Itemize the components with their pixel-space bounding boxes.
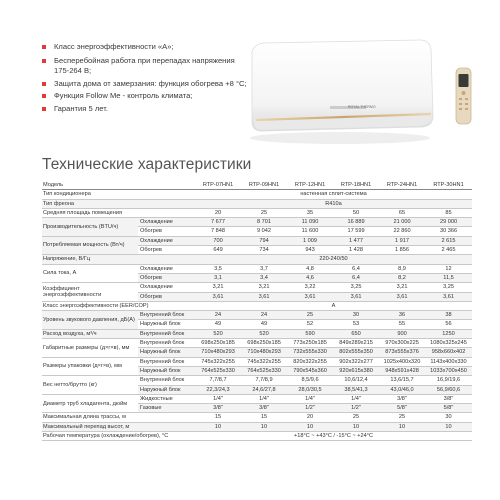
value-cell: 21 000 xyxy=(379,218,425,227)
row-sublabel: Охлаждение xyxy=(138,218,195,227)
value-cell: 11 090 xyxy=(287,218,333,227)
table-row xyxy=(42,432,472,441)
value-cell: 7 848 xyxy=(195,227,241,236)
value-cell: 53 xyxy=(333,320,379,329)
value-cell: 1 477 xyxy=(333,236,379,245)
table-row xyxy=(42,283,472,292)
value-cell: 3,61 xyxy=(333,292,379,301)
row-label: Расход воздуха, м³/ч xyxy=(42,329,138,338)
header-cell-model-name: RTP-30HN1 xyxy=(425,181,472,190)
feature-item: Бесперебойная работа при перепадах напряжения 175-264 В; xyxy=(42,56,247,76)
value-cell: 10 xyxy=(333,422,379,431)
value-cell: 9 042 xyxy=(241,227,287,236)
value-cell: 3/8" xyxy=(379,394,425,403)
value-cell: 3,25 xyxy=(333,283,379,292)
row-label: Производительность (BTU/ч) xyxy=(42,218,138,237)
value-cell: 970х300х225 xyxy=(379,339,425,348)
value-cell: 1/4" xyxy=(333,394,379,403)
row-sublabel: Обогрев xyxy=(138,246,195,255)
value-cell: 745х322х255 xyxy=(195,357,241,366)
value-cell: 849х289х215 xyxy=(333,339,379,348)
value-cell: 38 xyxy=(425,311,472,320)
value-cell: 10 xyxy=(379,422,425,431)
header-cell-model-name: RTP-07HN1 xyxy=(195,181,241,190)
bullet-square-icon xyxy=(42,94,46,98)
bullet-square-icon xyxy=(42,59,46,63)
value-cell: 13,6/15,7 xyxy=(379,376,425,385)
row-label: Тип фреона xyxy=(42,199,195,208)
row-label: Рабочая температура (охлаждение/обогрев), °С xyxy=(42,432,195,441)
remote-control-icon xyxy=(456,68,471,124)
value-cell: 732х555х330 xyxy=(287,348,333,357)
value-cell: 22 860 xyxy=(379,227,425,236)
value-cell: 3/8" xyxy=(425,394,472,403)
brand-logo: ROYAL THERMO xyxy=(348,105,376,109)
feature-item: Гарантия 5 лет. xyxy=(42,104,247,114)
value-cell: 3,25 xyxy=(425,283,472,292)
value-cell: 3,61 xyxy=(425,292,472,301)
value-cell: 710х480х293 xyxy=(195,348,241,357)
value-cell: 1 856 xyxy=(379,246,425,255)
spanning-value-cell: 220-240/50 xyxy=(195,255,472,264)
value-cell: 22,3/24,3 xyxy=(195,385,241,394)
row-label: Сила тока, А xyxy=(42,264,138,283)
row-sublabel: Наружный блок xyxy=(138,320,195,329)
value-cell: 85 xyxy=(425,208,472,217)
value-cell: 773х250х185 xyxy=(287,339,333,348)
value-cell: 30 xyxy=(333,311,379,320)
row-label: Максимальная длина трассы, м xyxy=(42,413,195,422)
value-cell: 52 xyxy=(287,320,333,329)
table-row xyxy=(42,218,472,227)
value-cell: 4,8 xyxy=(287,264,333,273)
row-sublabel: Охлаждение xyxy=(138,236,195,245)
value-cell: 4,6 xyxy=(287,273,333,282)
value-cell: 24 xyxy=(195,311,241,320)
feature-item: Класс энергоэффективности «А»; xyxy=(42,42,247,52)
value-cell: 7 677 xyxy=(195,218,241,227)
value-cell: 1250 xyxy=(425,329,472,338)
row-sublabel: Внутренний блок xyxy=(138,357,195,366)
value-cell: 1/2" xyxy=(333,404,379,413)
value-cell: 8,5/9,6 xyxy=(287,376,333,385)
value-cell: 15 xyxy=(241,413,287,422)
value-cell: 698х250х185 xyxy=(241,339,287,348)
spanning-value-cell: A xyxy=(195,301,472,310)
value-cell: 11 600 xyxy=(287,227,333,236)
value-cell: 3,21 xyxy=(195,283,241,292)
value-cell: 25 xyxy=(379,413,425,422)
air-conditioner-image xyxy=(248,30,500,150)
value-cell: 38,5/41,3 xyxy=(333,385,379,394)
row-sublabel: Газовые xyxy=(138,404,195,413)
table-row xyxy=(42,236,472,245)
value-cell: 3/8" xyxy=(195,404,241,413)
value-cell: 10 xyxy=(195,422,241,431)
table-row xyxy=(42,190,472,199)
row-label: Габаритные размеры (д×г×в), мм xyxy=(42,339,138,358)
value-cell: 3/8" xyxy=(241,404,287,413)
value-cell: 764х525х330 xyxy=(195,366,241,375)
value-cell: 3,61 xyxy=(379,292,425,301)
spanning-value-cell: R410a xyxy=(195,199,472,208)
row-sublabel: Наружный блок xyxy=(138,348,195,357)
value-cell: 3,61 xyxy=(195,292,241,301)
row-label: Коэффициент энергоэффективности xyxy=(42,283,138,302)
value-cell: 520 xyxy=(195,329,241,338)
value-cell: 2 615 xyxy=(425,236,472,245)
value-cell: 16,9/19,6 xyxy=(425,376,472,385)
value-cell: 794 xyxy=(241,236,287,245)
table-row xyxy=(42,264,472,273)
value-cell: 764х525х330 xyxy=(241,366,287,375)
value-cell: 700 xyxy=(195,236,241,245)
row-label: Класс энергоэффективности (EER/COP) xyxy=(42,301,195,310)
value-cell: 698х250х185 xyxy=(195,339,241,348)
value-cell: 15 xyxy=(195,413,241,422)
value-cell: 943 xyxy=(287,246,333,255)
value-cell: 49 xyxy=(195,320,241,329)
value-cell: 12 xyxy=(425,264,472,273)
value-cell: 10,6/12,4 xyxy=(333,376,379,385)
row-sublabel: Обогрев xyxy=(138,227,195,236)
table-row xyxy=(42,199,472,208)
row-sublabel: Жидкостные xyxy=(138,394,195,403)
value-cell: 1/2" xyxy=(287,404,333,413)
table-row xyxy=(42,301,472,310)
spanning-value-cell: настенная сплит-система xyxy=(195,190,472,199)
value-cell: 3,21 xyxy=(241,283,287,292)
value-cell: 6,4 xyxy=(333,273,379,282)
spanning-value-cell: +18°С ~ +43°С / -15°С ~ +24°С xyxy=(195,432,472,441)
row-label: Вес нетто/брутто (кг) xyxy=(42,376,138,395)
table-row xyxy=(42,376,472,385)
value-cell: 3,7 xyxy=(241,264,287,273)
value-cell: 1080х325х245 xyxy=(425,339,472,348)
value-cell: 20 xyxy=(287,413,333,422)
bullet-square-icon xyxy=(42,45,46,49)
row-label: Средняя площадь помещения xyxy=(42,208,195,217)
value-cell: 1143х400х330 xyxy=(425,357,472,366)
value-cell: 1025х400х320 xyxy=(379,357,425,366)
row-sublabel: Охлаждение xyxy=(138,264,195,273)
value-cell: 36 xyxy=(379,311,425,320)
value-cell: 1033х700х450 xyxy=(425,366,472,375)
value-cell: 24,6/27,8 xyxy=(241,385,287,394)
row-sublabel: Обогрев xyxy=(138,273,195,282)
row-sublabel: Внутренний блок xyxy=(138,311,195,320)
spec-table xyxy=(42,181,472,441)
value-cell: 5/8" xyxy=(425,404,472,413)
value-cell: 29 000 xyxy=(425,218,472,227)
header-cell-model-name: RTP-09HN1 xyxy=(241,181,287,190)
value-cell: 1 428 xyxy=(333,246,379,255)
row-label: Уровень звукового давления, дБ(А) xyxy=(42,311,138,330)
value-cell: 902х322х277 xyxy=(333,357,379,366)
value-cell: 790х545х360 xyxy=(287,366,333,375)
value-cell: 802х555х350 xyxy=(333,348,379,357)
table-row xyxy=(42,329,472,338)
section-title: Технические характеристики xyxy=(42,156,252,173)
value-cell: 10 xyxy=(425,422,472,431)
value-cell: 1 009 xyxy=(287,236,333,245)
value-cell: 56,9/60,6 xyxy=(425,385,472,394)
value-cell: 7,7/8,9 xyxy=(241,376,287,385)
value-cell: 24 xyxy=(241,311,287,320)
value-cell: 590 xyxy=(287,329,333,338)
spec-table-body xyxy=(42,181,472,441)
value-cell: 3,21 xyxy=(379,283,425,292)
value-cell: 7,7/8,7 xyxy=(195,376,241,385)
feature-item: Защита дома от замерзания: функция обогрева +8 °С; xyxy=(42,79,247,89)
value-cell: 3,5 xyxy=(195,264,241,273)
value-cell: 948х591х428 xyxy=(379,366,425,375)
value-cell: 25 xyxy=(333,413,379,422)
row-label: Напряжение, В/Гц xyxy=(42,255,195,264)
value-cell: 35 xyxy=(287,208,333,217)
row-label: Тип кондиционера xyxy=(42,190,195,199)
value-cell: 820х322х255 xyxy=(287,357,333,366)
value-cell: 20 xyxy=(195,208,241,217)
value-cell: 873х555х376 xyxy=(379,348,425,357)
row-sublabel: Внутренний блок xyxy=(138,339,195,348)
row-sublabel: Обогрев xyxy=(138,292,195,301)
row-label: Максимальный перепад высот, м xyxy=(42,422,195,431)
value-cell: 8,9 xyxy=(379,264,425,273)
value-cell: 65 xyxy=(379,208,425,217)
feature-item: Функция Follow Me - контроль климата; xyxy=(42,91,247,101)
value-cell: 3,22 xyxy=(287,283,333,292)
value-cell: 958х660х402 xyxy=(425,348,472,357)
row-sublabel: Наружный блок xyxy=(138,385,195,394)
row-sublabel: Внутренний блок xyxy=(138,329,195,338)
value-cell: 8 701 xyxy=(241,218,287,227)
table-row xyxy=(42,255,472,264)
bullet-square-icon xyxy=(42,107,46,111)
value-cell: 520 xyxy=(241,329,287,338)
value-cell: 6,4 xyxy=(333,264,379,273)
feature-list xyxy=(42,42,247,116)
value-cell: 16 889 xyxy=(333,218,379,227)
value-cell: 734 xyxy=(241,246,287,255)
value-cell: 17 599 xyxy=(333,227,379,236)
header-cell-model-name: RTP-12HN1 xyxy=(287,181,333,190)
value-cell: 25 xyxy=(241,208,287,217)
value-cell: 30 366 xyxy=(425,227,472,236)
row-sublabel: Наружный блок xyxy=(138,366,195,375)
value-cell: 2 465 xyxy=(425,246,472,255)
row-sublabel: Внутренний блок xyxy=(138,376,195,385)
value-cell: 3,1 xyxy=(195,273,241,282)
value-cell: 49 xyxy=(241,320,287,329)
value-cell: 3,61 xyxy=(241,292,287,301)
value-cell: 3,4 xyxy=(241,273,287,282)
header-cell-model-name: RTP-24HN1 xyxy=(379,181,425,190)
table-row xyxy=(42,208,472,217)
value-cell: 28,0/30,5 xyxy=(287,385,333,394)
value-cell: 1/4" xyxy=(195,394,241,403)
value-cell: 1 917 xyxy=(379,236,425,245)
value-cell: 649 xyxy=(195,246,241,255)
value-cell: 56 xyxy=(425,320,472,329)
value-cell: 900 xyxy=(379,329,425,338)
value-cell: 745х322х255 xyxy=(241,357,287,366)
value-cell: 11,5 xyxy=(425,273,472,282)
row-label: Потребляемая мощность (Вт/ч) xyxy=(42,236,138,255)
value-cell: 920х615х380 xyxy=(333,366,379,375)
bullet-square-icon xyxy=(42,82,46,86)
value-cell: 25 xyxy=(287,311,333,320)
table-row xyxy=(42,357,472,366)
value-cell: 10 xyxy=(287,422,333,431)
value-cell: 55 xyxy=(379,320,425,329)
table-row xyxy=(42,311,472,320)
value-cell: 1/4" xyxy=(287,394,333,403)
value-cell: 10 xyxy=(241,422,287,431)
value-cell: 30 xyxy=(425,413,472,422)
row-label: Размеры упаковки (д×г×в), мм xyxy=(42,357,138,376)
value-cell: 710х480х293 xyxy=(241,348,287,357)
table-header-row xyxy=(42,181,472,190)
indoor-unit-icon xyxy=(250,40,433,144)
value-cell: 3,61 xyxy=(287,292,333,301)
header-cell-model: Модель xyxy=(42,181,195,190)
header-cell-model-name: RTP-18HN1 xyxy=(333,181,379,190)
row-sublabel: Охлаждение xyxy=(138,283,195,292)
table-row xyxy=(42,339,472,348)
value-cell: 650 xyxy=(333,329,379,338)
table-row xyxy=(42,394,472,403)
spec-table-wrapper xyxy=(42,181,472,441)
value-cell: 1/4" xyxy=(241,394,287,403)
value-cell: 5/8" xyxy=(379,404,425,413)
row-label: Диаметр труб хладагента, дюйм xyxy=(42,394,138,413)
value-cell: 8,2 xyxy=(379,273,425,282)
value-cell: 43,0/46,0 xyxy=(379,385,425,394)
value-cell: 50 xyxy=(333,208,379,217)
table-row xyxy=(42,413,472,422)
table-row xyxy=(42,422,472,431)
